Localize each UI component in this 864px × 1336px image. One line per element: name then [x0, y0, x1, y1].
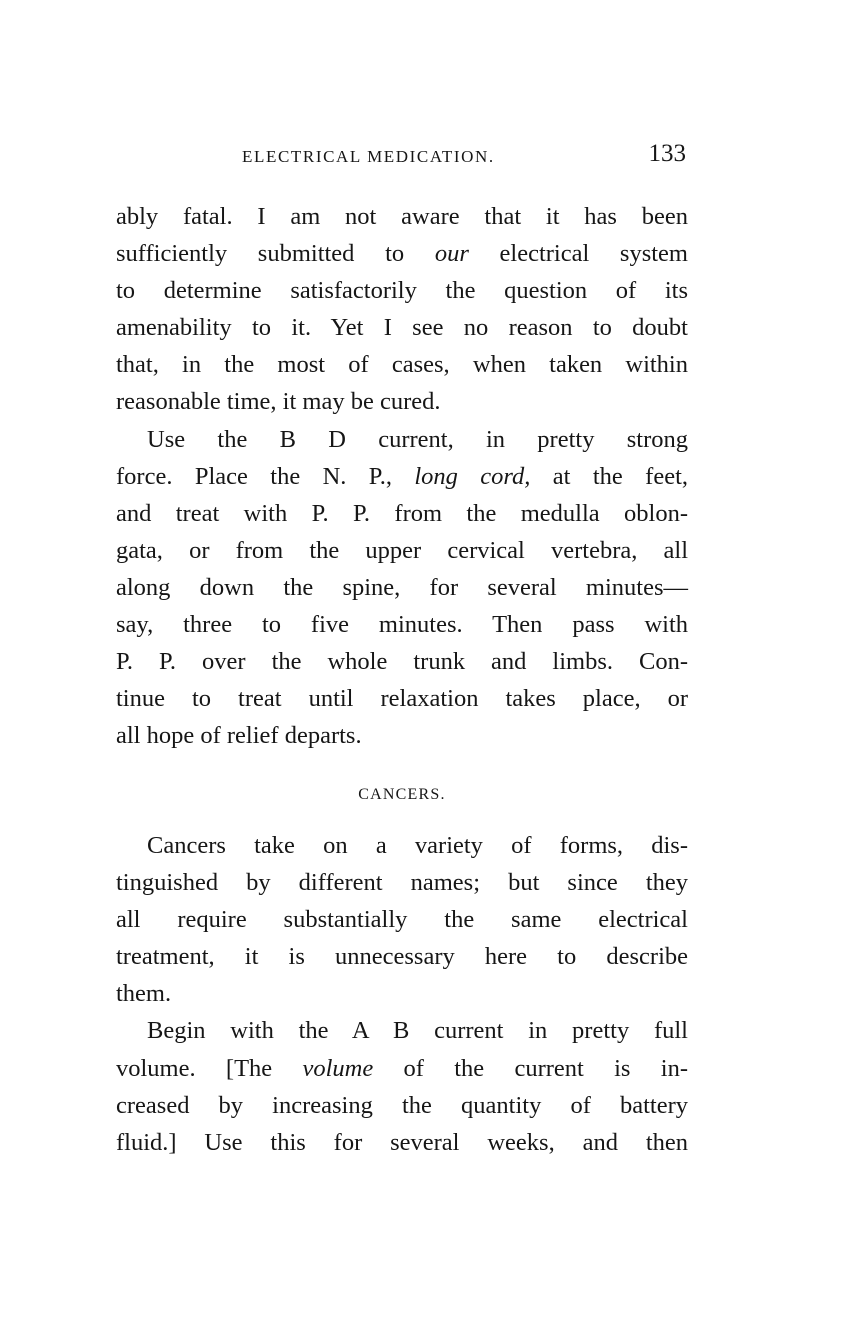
page-number: 133 [648, 140, 686, 167]
text-line: say, three to five minutes. Then pass with [116, 611, 688, 639]
text-line: sufficiently submitted to our electrical system [116, 240, 688, 268]
italic-emphasis: long cord, [414, 462, 531, 490]
text-line: Use the B D current, in pretty strong [147, 425, 688, 453]
text-line: fluid.] Use this for several weeks, and then [116, 1128, 688, 1156]
text-line: force. Place the N. P., long cord, at the feet, [116, 462, 689, 490]
text-line: them. [116, 980, 172, 1008]
italic-emphasis: our [434, 240, 469, 268]
paragraph-block-2 [116, 827, 688, 1161]
text-line: all require substantially the same electrical [116, 906, 688, 934]
text-line: creased by increasing the quantity of battery [116, 1091, 688, 1119]
text-line: all hope of relief departs. [116, 722, 362, 750]
text-line: volume. [The volume of the current is in- [116, 1054, 688, 1082]
running-title: ELECTRICAL MEDICATION. [242, 147, 495, 166]
text-line: that, in the most of cases, when taken within [116, 351, 688, 379]
text-line: ably fatal. I am not aware that it has been [116, 203, 688, 230]
text-line: gata, or from the upper cervical vertebra, all [116, 536, 688, 564]
paragraph-block-1 [116, 198, 688, 754]
text-line: Cancers take on a variety of forms, dis- [147, 832, 688, 859]
text-line: and treat with P. P. from the medulla oblon- [116, 499, 688, 527]
text-line: treatment, it is unnecessary here to describe [116, 943, 688, 971]
text-line: P. P. over the whole trunk and limbs. Con- [116, 648, 688, 676]
text-line: amenability to it. Yet I see no reason to doubt [116, 314, 688, 342]
text-line: to determine satisfactorily the question of its [116, 277, 688, 305]
section-heading: CANCERS. [358, 786, 446, 803]
text-line: tinue to treat until relaxation takes place, or [116, 685, 688, 713]
text-line: tinguished by different names; but since they [116, 869, 688, 897]
text-line: along down the spine, for several minutes— [116, 573, 688, 601]
italic-emphasis: volume [302, 1054, 374, 1082]
running-head [116, 140, 688, 176]
text-line: Begin with the A B current in pretty full [147, 1017, 688, 1045]
text-line: reasonable time, it may be cured. [116, 388, 441, 416]
